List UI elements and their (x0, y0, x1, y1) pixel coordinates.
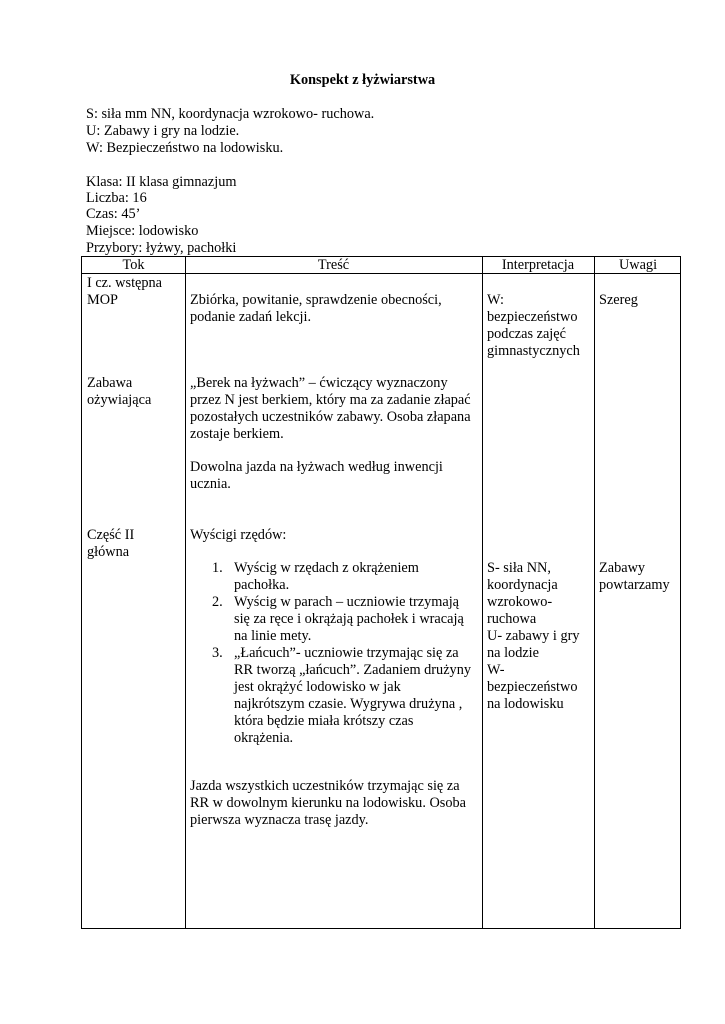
goal-u: U: Zabawy i gry na lodzie. (86, 123, 240, 139)
tok-zabawa: Zabawa ożywiająca (87, 375, 152, 408)
tok-intro: I cz. wstępna MOP (87, 275, 163, 308)
tresc-intro: Zbiórka, powitanie, sprawdzenie obecności, podanie zadań lekcji. (190, 292, 442, 325)
header-interpretacja: Interpretacja (501, 257, 575, 273)
document-title: Konspekt z łyżwiarstwa (289, 72, 436, 88)
interpretacja-glowna: S- siła NN, koordynacja wzrokowo- ruchowa U- zabawy i gry na lodzie W- bezpieczeństwo na lodowisku (487, 560, 580, 712)
info-czas: Czas: 45’ (86, 206, 141, 222)
info-miejsce: Miejsce: lodowisko (86, 223, 199, 239)
info-liczba: Liczba: 16 (86, 190, 147, 206)
list-item: 3. „Łańcuch”- uczniowie trzymając się za RR tworzą „łańcuch”. Zadaniem drużyny jest okrążyć lodowisko w jak najkrótszym czasie. Wygrywa drużyna , która będzie miała krótszy czas okrążenia. (212, 645, 471, 746)
header-tok: Tok (122, 257, 145, 273)
info-przybory: Przybory: łyżwy, pachołki (86, 240, 237, 256)
lesson-table (81, 256, 681, 929)
list-item: 1. Wyścig w rzędach z okrążeniem pachołka. (212, 560, 419, 593)
tok-glowna: Część II główna (87, 527, 135, 560)
goal-s: S: siła mm NN, koordynacja wzrokowo- ruchowa. (86, 106, 375, 122)
uwagi-intro: Szereg (599, 292, 638, 308)
tresc-final: Jazda wszystkich uczestników trzymając się za RR w dowolnym kierunku na lodowisku. Osoba pierwsza wyznacza trasę jazdy. (190, 778, 466, 828)
wyscigi-list (212, 560, 482, 747)
tresc-wyscigi-title: Wyścigi rzędów: (190, 527, 287, 543)
tresc-jazda: Dowolna jazda na łyżwach według inwencji ucznia. (190, 459, 443, 492)
goal-w: W: Bezpieczeństwo na lodowisku. (86, 140, 284, 156)
interpretacja-intro: W: bezpieczeństwo podczas zajęć gimnastycznych (487, 292, 580, 359)
tresc-berek: „Berek na łyżwach” – ćwiczący wyznaczony przez N jest berkiem, który ma za zadanie złapać pozostałych uczestników zabawy. Osoba złapana zostaje berkiem. (190, 375, 471, 442)
list-item: 2. Wyścig w parach – uczniowie trzymają się za ręce i okrążają pachołek i wracają na linie mety. (212, 594, 464, 644)
uwagi-glowna: Zabawy powtarzamy (599, 560, 670, 593)
header-tresc: Treść (317, 257, 350, 273)
info-klasa: Klasa: II klasa gimnazjum (86, 174, 237, 190)
header-uwagi: Uwagi (618, 257, 658, 273)
